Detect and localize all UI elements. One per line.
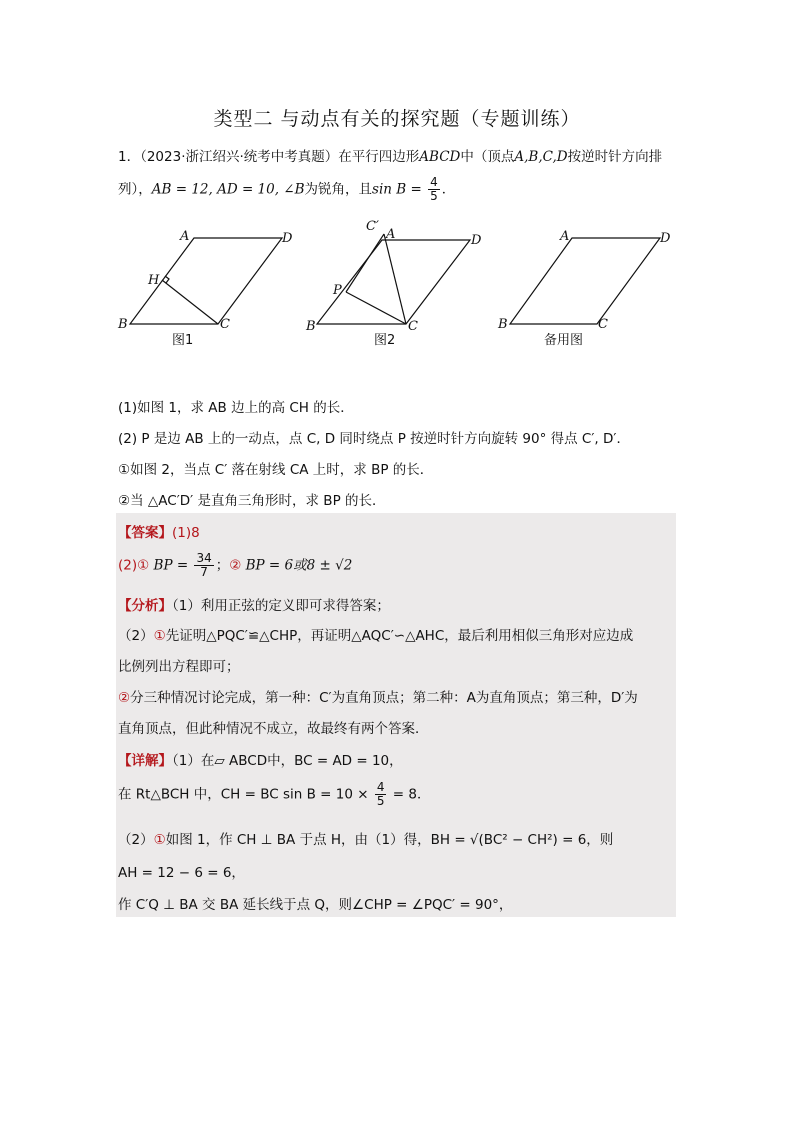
problem-given: AB = 12, AD = 10, ∠B xyxy=(151,181,305,198)
fig1-right-angle xyxy=(165,276,169,283)
answer-line-1 xyxy=(118,521,200,541)
detail-line-5: 作 C′Q ⊥ BA 交 BA 延长线于点 Q，则∠CHP = ∠PQC′ = 90°， xyxy=(118,897,513,913)
fig2-label-a: A xyxy=(386,227,396,242)
detail-line-3 xyxy=(118,828,613,848)
fig1-label-h: H xyxy=(148,273,160,288)
fraction-four-fifths: $\frac{4}{5}$ xyxy=(430,175,438,203)
problem-line-1 xyxy=(118,145,662,165)
analysis-t2-b: 先证明△PQC′≌△CHP，再证明△AQC′∽△AHC，最后利用相似三角形对应边成 xyxy=(165,628,634,644)
detail-d3-a: （2） xyxy=(118,832,154,848)
fig3-label-a: A xyxy=(560,229,570,244)
fig3-label-d: D xyxy=(660,231,671,246)
analysis-line-3: 比例列出方程即可； xyxy=(118,659,240,675)
problem-end: ． xyxy=(441,181,456,198)
figures-svg xyxy=(110,212,710,362)
analysis-t4-b: 分三种情况讨论完成，第一种：C′为直角顶点；第二种：A为直角顶点；第三种，D′为 xyxy=(130,690,638,706)
fig2-line-pc xyxy=(346,292,406,324)
fig2-label-b: B xyxy=(306,319,316,334)
detail-line-2 xyxy=(118,781,430,808)
answer-1: (1)8 xyxy=(172,525,200,541)
problem-intro-e: 为锐角，且 xyxy=(304,181,373,198)
fraction-34-7: $\frac{34}{7}$ xyxy=(196,551,212,579)
problem-intro-a: 1．（2023·浙江绍兴·统考中考真题）在平行四边形 xyxy=(118,149,420,165)
fig2-line-pcp xyxy=(346,234,384,292)
detail-d3-b: 如图 1，作 CH ⊥ BA 于点 H，由（1）得，BH = √(BC² − CH²) = 6，则 xyxy=(165,832,614,848)
question-2-2: ②当 △AC′D′ 是直角三角形时，求 BP 的长． xyxy=(118,493,386,509)
detail-label: 【详解】 xyxy=(118,753,172,769)
analysis-t2-a: （2） xyxy=(118,628,154,644)
page-title: 类型二 与动点有关的探究题（专题训练） xyxy=(213,108,581,130)
problem-sinb: sin B = xyxy=(372,181,422,198)
fig3-caption: 备用图 xyxy=(544,333,584,348)
detail-d2-b: = 8． xyxy=(392,786,431,803)
problem-vertices: A,B,C,D xyxy=(514,149,568,165)
fig2-label-d: D xyxy=(471,233,482,248)
analysis-circle-2: ② xyxy=(118,690,131,706)
fig1-label-a: A xyxy=(180,229,190,244)
problem-intro-d: 列）， xyxy=(118,181,152,198)
fig1-caption: 图1 xyxy=(172,333,194,348)
fig3-label-c: C xyxy=(598,317,608,332)
answer-label: 【答案】 xyxy=(118,525,172,541)
detail-d2-a: 在 Rt△BCH 中，CH = BC sin B = 10 × xyxy=(118,786,369,803)
answer-2-circle-1: ① xyxy=(137,557,150,574)
answer-2-bp: BP = xyxy=(153,557,189,574)
detail-circle-1: ① xyxy=(153,832,166,848)
fig1-label-b: B xyxy=(118,317,128,332)
fig2-line-cpc xyxy=(384,234,406,324)
answer-2-prefix: (2) xyxy=(118,557,138,574)
detail-line-1 xyxy=(118,749,403,769)
analysis-line-4 xyxy=(118,686,638,706)
analysis-circle-1: ① xyxy=(153,628,166,644)
fig2-label-p: P xyxy=(333,283,342,298)
detail-d1: （1）在▱ ABCD中，BC = AD = 10， xyxy=(172,753,403,769)
answer-2-rest: BP = 6或8 ± √2 xyxy=(245,557,353,574)
fig2-label-cprime: C′ xyxy=(366,219,379,234)
problem-intro-c: 按逆时针方向排 xyxy=(567,149,663,165)
fig1-label-c: C xyxy=(220,317,230,332)
problem-line-2 xyxy=(118,176,455,203)
fig2-parallelogram xyxy=(317,240,470,324)
analysis-line-2 xyxy=(118,624,633,644)
problem-intro-b: 中（顶点 xyxy=(460,149,515,165)
analysis-label: 【分析】 xyxy=(118,598,172,614)
detail-line-4: AH = 12 − 6 = 6， xyxy=(118,865,245,881)
problem-abcd: ABCD xyxy=(419,149,461,165)
analysis-line-5: 直角顶点，但此种情况不成立，故最终有两个答案． xyxy=(118,721,429,737)
answer-2-circle-2: ② xyxy=(229,557,242,574)
analysis-t1: （1）利用正弦的定义即可求得答案； xyxy=(172,598,390,614)
question-2-1: ①如图 2，当点 C′ 落在射线 CA 上时，求 BP 的长． xyxy=(118,462,434,478)
figures xyxy=(110,212,710,362)
answer-line-2 xyxy=(118,552,352,579)
analysis-line-1 xyxy=(118,594,390,614)
fig1-label-d: D xyxy=(282,231,293,246)
fig2-caption: 图2 xyxy=(374,333,396,348)
fraction-detail-four-fifths: $\frac{4}{5}$ xyxy=(376,780,385,808)
fig3-parallelogram xyxy=(510,238,660,324)
fig3-label-b: B xyxy=(498,317,508,332)
fig1-altitude-ch xyxy=(162,280,218,324)
question-2: (2) P 是边 AB 上的一动点，点 C, D 同时绕点 P 按逆时针方向旋转 90° 得点 C′, D′． xyxy=(118,431,630,447)
fig2-label-c: C xyxy=(408,319,418,334)
answer-2-sep: ； xyxy=(215,557,230,574)
question-1: (1)如图 1，求 AB 边上的高 CH 的长． xyxy=(118,400,354,416)
